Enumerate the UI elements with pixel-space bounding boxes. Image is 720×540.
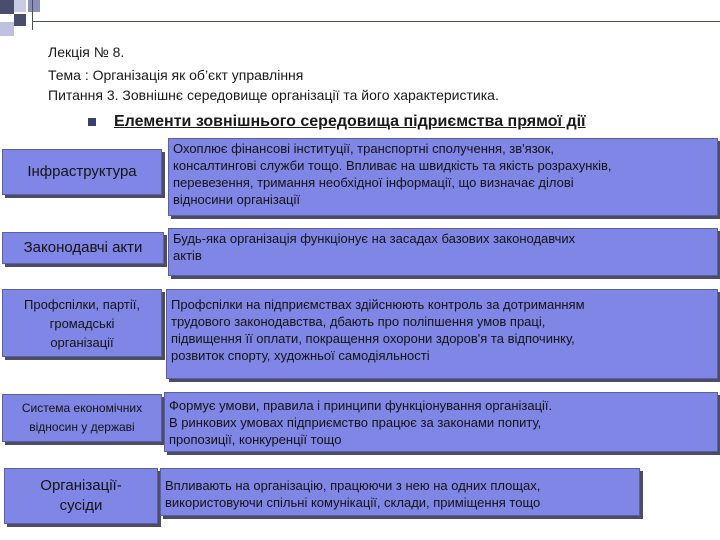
description-box-trade-unions: Профспілки на підприємствах здійснюють контроль за дотриманням трудового законодавства, дбають про поліпшення умов праці, підвищення її оплати, покращення охорони здоров'я та відпочинку, розвиток спорту, художньої самодіяльності	[166, 289, 718, 379]
label-box-economic-system: Система економічних відносин у державі	[2, 394, 162, 442]
description-box-neighbor-organizations: Впливають на організацію, працюючи з нею на одних площах, використовуючи спільні комунікації, склади, приміщення тощо	[160, 468, 640, 516]
corner-decoration-square	[14, 0, 26, 12]
label-box-trade-unions: Профспілки, партії, громадські організації	[2, 289, 162, 357]
lecture-topic: Тема : Організація як об’єкт управління	[48, 67, 304, 83]
bullet-square-icon	[88, 118, 96, 126]
description-box-legislation: Будь-яка організація функціонує на засадах базових законодавчих актів	[168, 228, 718, 276]
description-box-economic-system: Формує умови, правила і принципи функціонування організації. В ринкових умовах підприємство працює за законами попиту, пропозиції, конкуренції тощо	[164, 392, 718, 452]
lecture-number: Лекція № 8.	[48, 44, 125, 60]
corner-decoration-square	[28, 0, 40, 12]
header-rule	[32, 21, 720, 22]
lecture-question: Питання 3. Зовнішнє середовище організації та його характеристика.	[48, 87, 499, 103]
description-box-infrastructure: Охоплює фінансові інституції, транспортні сполучення, зв'язок, консалтингові служби тощо. Впливає на швидкість та якість розрахунків, перевезення, тримання необхідної інформації, що визначає ділові відносини організації	[168, 138, 718, 216]
section-subtitle	[88, 113, 586, 131]
label-box-legislation: Законодавчі акти	[2, 232, 164, 264]
section-subtitle-text: Елементи зовнішнього середовища підриємства прямої дії	[114, 113, 586, 130]
label-box-neighbor-organizations: Організації- сусіди	[4, 468, 158, 524]
corner-decoration-square	[0, 22, 14, 36]
corner-decoration-square	[14, 14, 26, 26]
label-box-infrastructure: Інфраструктура	[2, 149, 162, 195]
corner-decoration-square	[0, 0, 14, 14]
header-rule-vertical	[32, 0, 33, 30]
